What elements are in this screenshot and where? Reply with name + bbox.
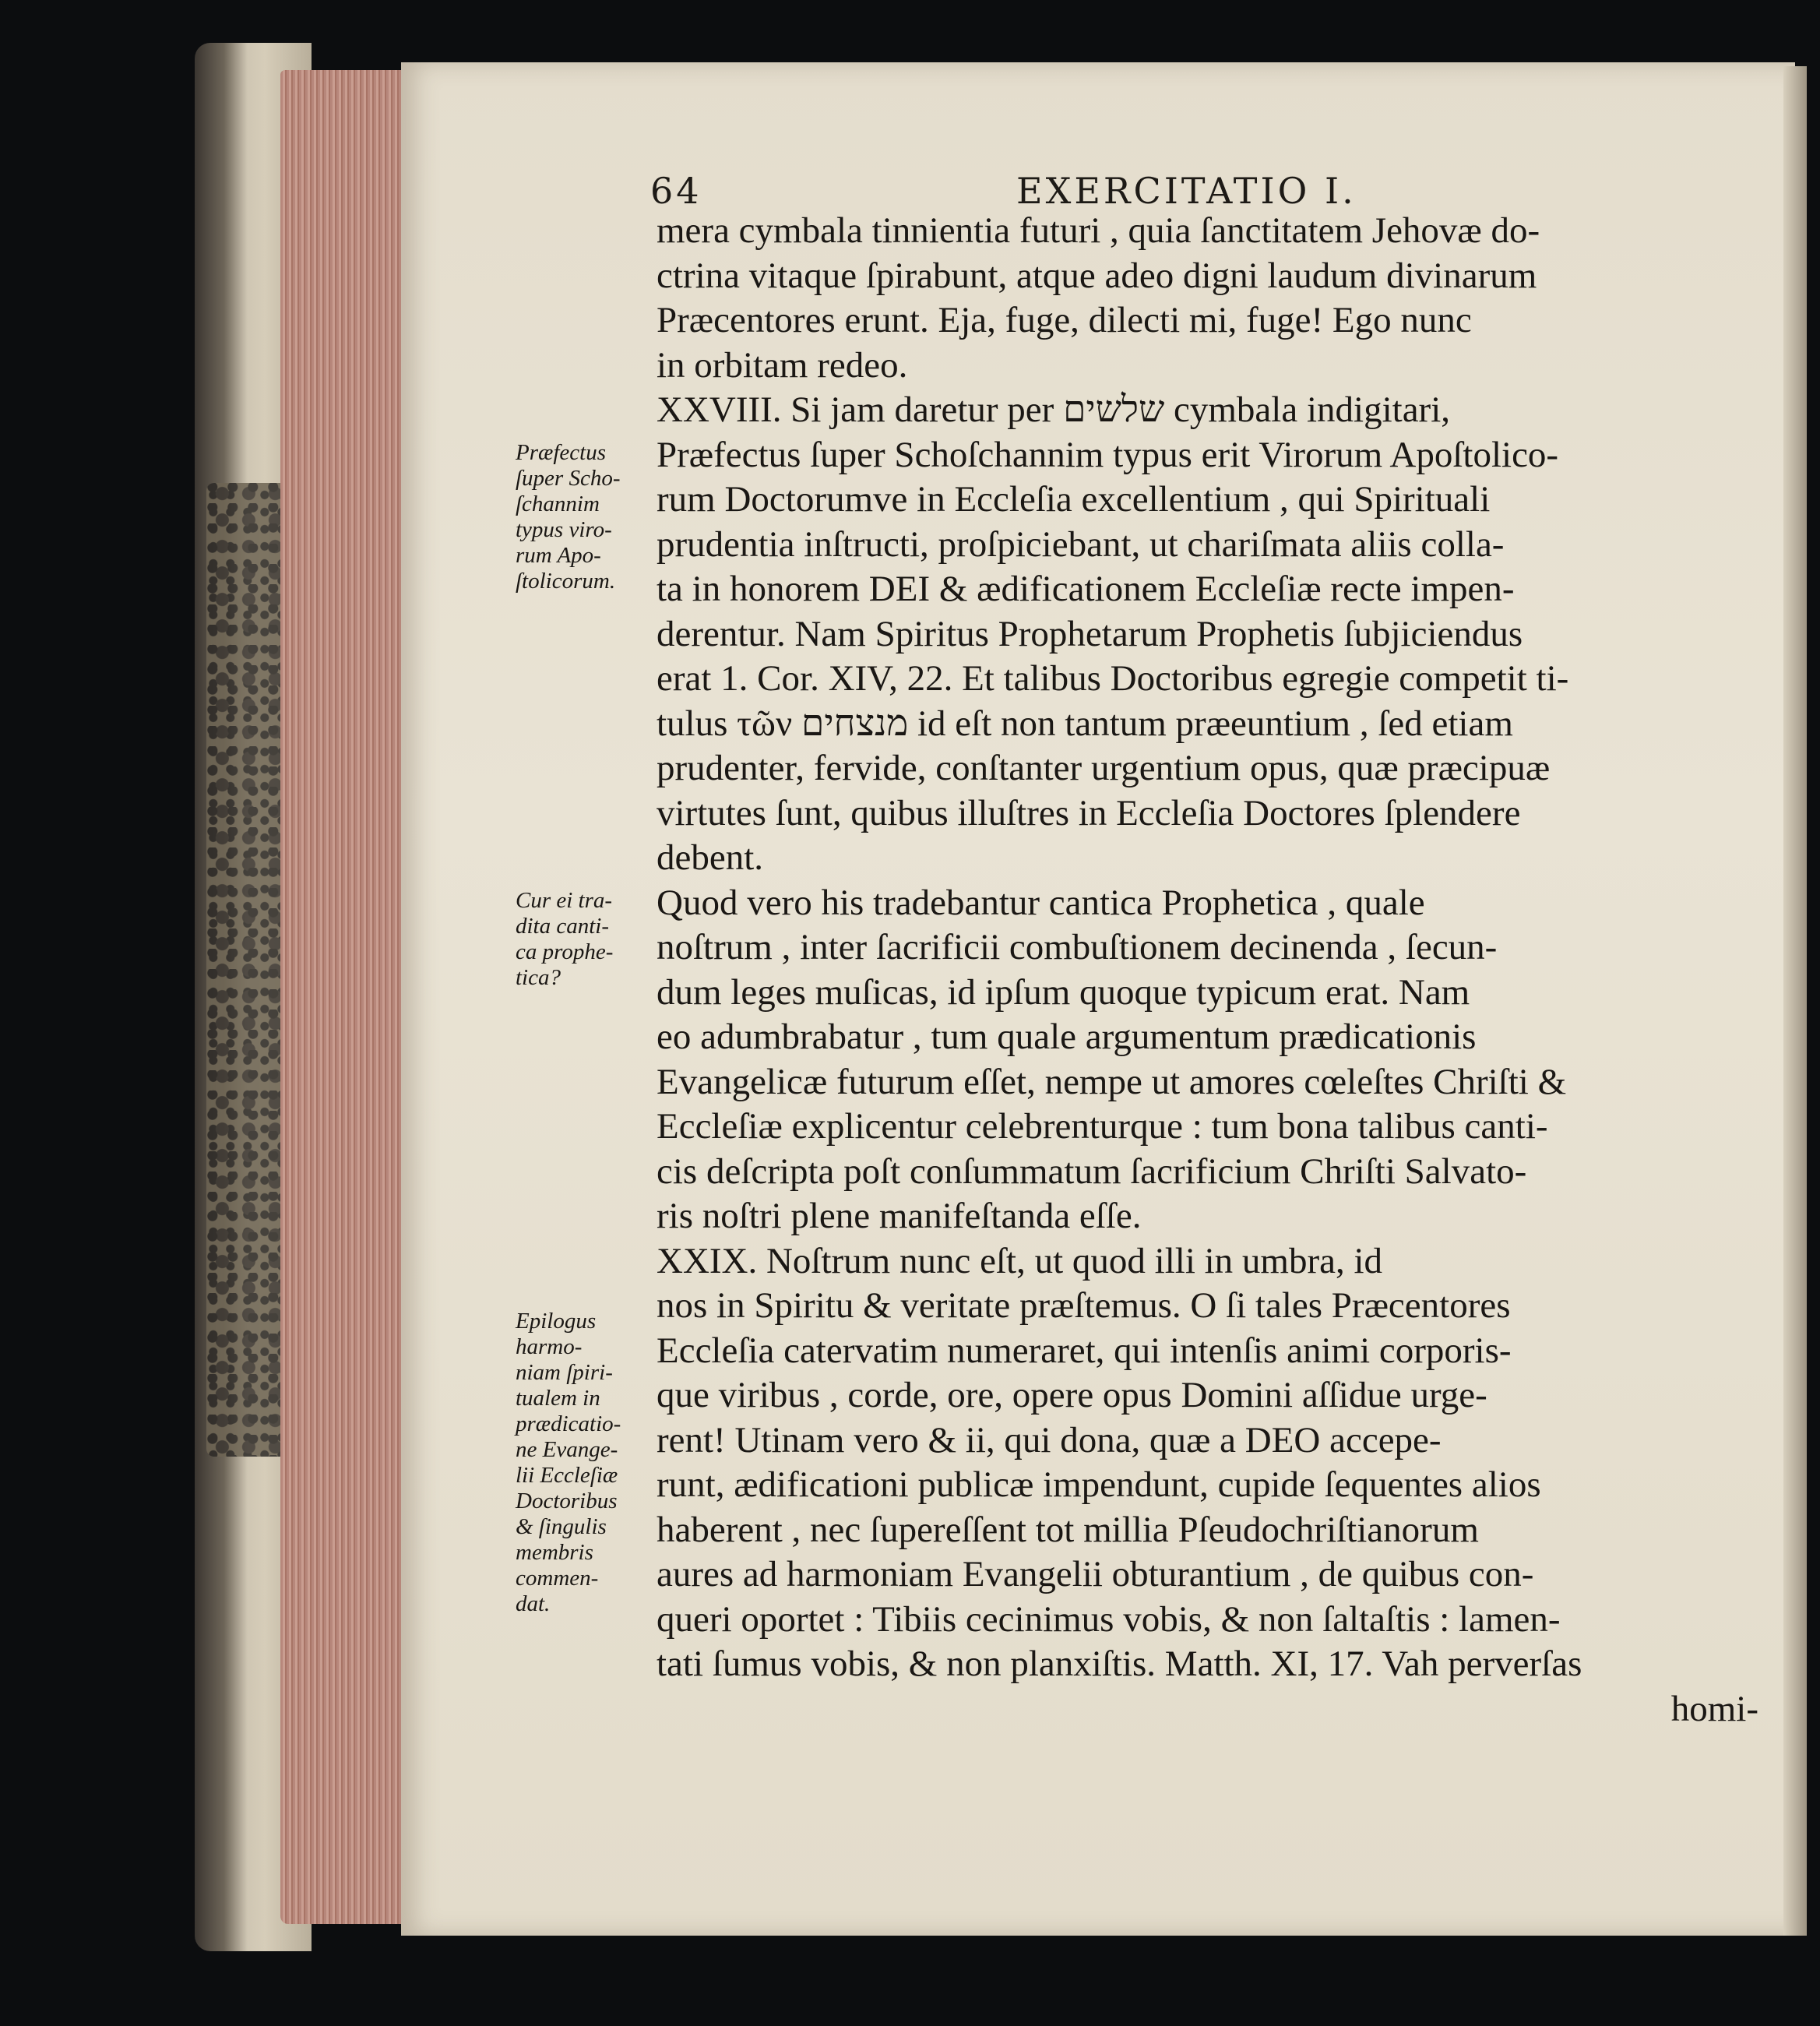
text-line: tulus τῶν מנצחים id eſt non tantum præeuntium , ſed etiam [657,703,1513,744]
margin-note-line: lii Eccleſiæ [516,1463,618,1488]
text-line: erat 1. Cor. XIV, 22. Et talibus Doctoribus egregie competit ti- [657,658,1569,699]
text-line: cis deſcripta poſt conſummatum ſacrificium Chriſti Salvato- [657,1150,1527,1192]
page-edges [280,70,405,1924]
text-line: Præcentores erunt. Eja, fuge, dilecti mi, fuge! Ego nunc [657,300,1472,340]
text-line: Quod vero his tradebantur cantica Prophetica , quale [657,882,1425,923]
text-line: prudentia inſtructi, proſpiciebant, ut chariſmata aliis colla- [657,523,1505,565]
cover-marbling [206,483,292,1457]
running-title: EXERCITATIO I. [1016,170,1357,212]
text-line: tati ſumus vobis, & non planxiſtis. Matth. XI, 17. Vah perverſas [657,1644,1582,1684]
margin-note-line: tualem in [516,1386,600,1411]
text-line: in orbitam redeo. [657,344,908,386]
text-line: rent! Utinam vero & ii, qui dona, quæ a DEO accepe- [657,1419,1442,1460]
margin-note-line: ne Evange- [516,1437,618,1462]
margin-note-epilogus [516,1309,652,1617]
text-line: haberent , nec ſupereſſent tot millia Pſeudochriſtianorum [657,1509,1479,1550]
text-line: Præfectus ſuper Schoſchannim typus erit Virorum Apoſtolico- [657,434,1559,475]
margin-note-line: harmo- [516,1334,583,1359]
margin-note-line: ca prophe- [516,939,614,964]
text-line: eo adumbrabatur , tum quale argumentum prædicationis [657,1017,1477,1057]
text-line: derentur. Nam Spiritus Prophetarum Prophetis ſubjiciendus [657,613,1523,654]
text-line: ctrina vitaque ſpirabunt, atque adeo digni laudum divinarum [657,255,1537,296]
text-line: Evangelicæ futurum eſſet, nempe ut amores cœleſtes Chriſti & [657,1061,1567,1102]
body-text [657,209,1758,1732]
margin-note-line: ſchannim [516,492,600,516]
text-line: queri oportet : Tibiis cecinimus vobis, & non ſaltaſtis : lamen- [657,1598,1561,1640]
margin-note-line: dat. [516,1591,551,1616]
text-line: que viribus , corde, ore, opere opus Domini aſſidue urge- [657,1375,1487,1415]
text-line: rum Doctorumve in Eccleſia excellentium , qui Spirituali [657,479,1491,520]
text-line: Eccleſiæ explicentur celebrenturque : tum bona talibus canti- [657,1106,1548,1147]
text-line: nos in Spiritu & veritate præſtemus. O ſi tales Præcentores [657,1285,1511,1326]
text-line: debent. [657,837,764,878]
margin-note-line: ſuper Scho- [516,466,621,491]
text-line: XXVIII. Si jam daretur per שלשים cymbala indigitari, [657,389,1451,430]
margin-note-line: Doctoribus [516,1489,618,1513]
text-line: prudenter, fervide, conſtanter urgentium opus, quæ præcipuæ [657,748,1551,788]
margin-note-line: membris [516,1540,593,1565]
text-line: ta in honorem DEI & ædificationem Eccleſiæ recte impen- [657,569,1515,609]
margin-note-line: Præfectus [516,440,606,465]
margin-note-line: Epilogus [516,1309,597,1334]
margin-note-line: & ſingulis [516,1514,607,1539]
text-line: XXIX. Noſtrum nunc eſt, ut quod illi in umbra, id [657,1240,1383,1281]
text-line: virtutes ſunt, quibus illuſtres in Eccleſia Doctores ſplendere [657,792,1521,833]
text-line: ris noſtri plene manifeſtanda eſſe. [657,1196,1142,1236]
margin-note-line: Cur ei tra- [516,888,613,913]
margin-note-line: dita canti- [516,914,610,939]
facing-page-edge [1783,66,1807,1936]
margin-note-line: typus viro- [516,517,612,542]
margin-note-praefectus [516,440,652,594]
margin-note-cur-ei [516,888,652,991]
text-line: aures ad harmoniam Evangelii obturantium , de quibus con- [657,1554,1534,1594]
text-line: runt, ædificationi publicæ impendunt, cupide ſequentes alios [657,1464,1541,1505]
text-line: dum leges muſicas, id ipſum quoque typicum erat. Nam [657,971,1470,1013]
margin-note-line: commen- [516,1566,599,1591]
margin-note-line: tica? [516,965,561,990]
text-line: Eccleſia catervatim numeraret, qui intenſis animi corporis- [657,1330,1512,1371]
margin-note-line: ſtolicorum. [516,569,616,594]
text-line: mera cymbala tinnientia futuri , quia ſanctitatem Jehovæ do- [657,210,1540,251]
margin-note-line: rum Apo- [516,543,601,568]
margin-note-line: prædicatio- [516,1411,621,1436]
text-line: noſtrum , inter ſacrificii combuſtionem decinenda , ſecun- [657,927,1498,967]
catchword: homi- [1670,1688,1758,1729]
margin-note-line: niam ſpiri- [516,1360,613,1385]
page-number: 64 [650,170,702,212]
